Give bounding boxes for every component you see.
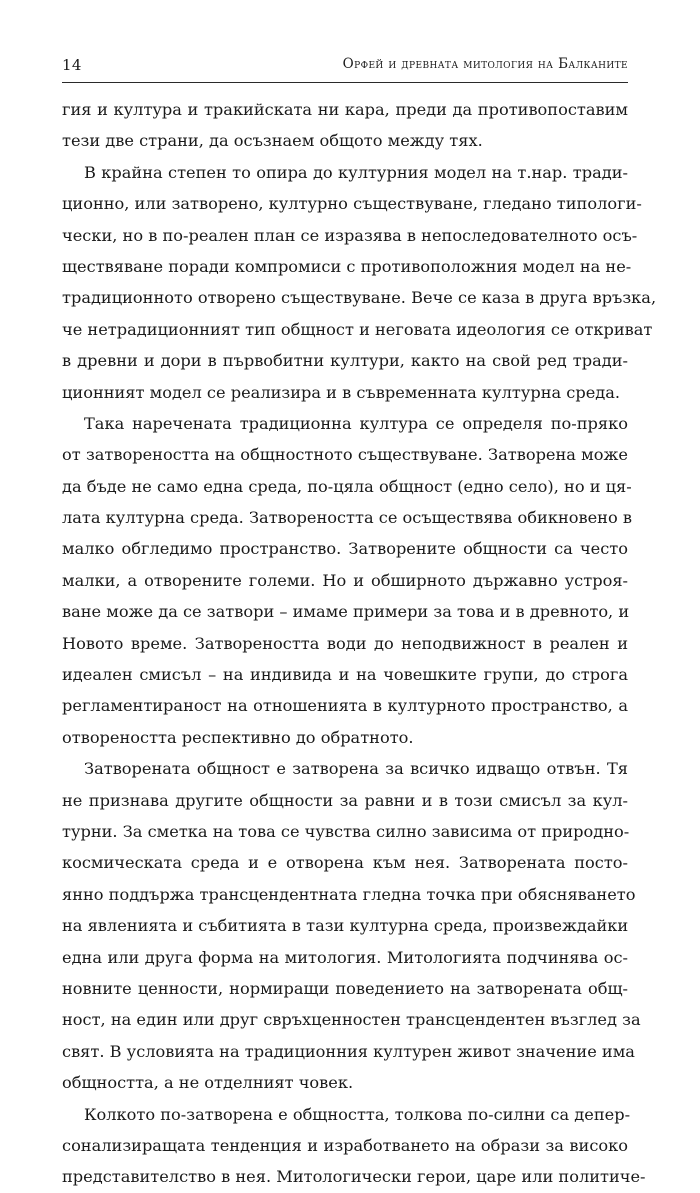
text-line: ционният модел се реализира и в съвременната културна среда. — [62, 382, 621, 402]
body-text — [62, 94, 657, 1193]
text-line: една или друга форма на митология. Митологията подчинява ос- — [62, 947, 628, 967]
text-line: че нетрадиционният тип общност и неговата идеология се откриват — [62, 319, 653, 339]
text-line: малки, а отворените големи. Но и обширното държавно устроя- — [62, 570, 628, 590]
text-line: ционно, или затворено, културно съществуване, гледано типологи- — [62, 194, 642, 214]
text-line: космическата среда и е отворена към нея. Затворената посто- — [62, 853, 628, 873]
text-line: свят. В условията на традиционния културен живот значение има — [62, 1041, 635, 1061]
text-line: отвореността респективно до обратното. — [62, 727, 414, 747]
paragraph — [62, 1099, 646, 1193]
text-line: Новото време. Затвореността води до неподвижност в реален и — [62, 633, 628, 653]
text-line: малко обгледимо пространство. Затворените общности са често — [62, 539, 628, 559]
paragraph — [62, 157, 657, 408]
text-line: от затвореността на общностното съществуване. Затворена може — [62, 445, 628, 465]
running-header — [62, 54, 628, 83]
text-line: ност, на един или друг свръхценностен трансцендентен възглед за — [62, 1010, 641, 1030]
text-line: Колкото по-затворена е общността, толкова по-силни са депер- — [84, 1104, 631, 1124]
text-line: ване може да се затвори – имаме примери за това и в древното, и — [62, 602, 630, 622]
text-line: сонализиращата тенденция и изработването на образи за високо — [62, 1135, 628, 1155]
text-line: Затворената общност е затворена за всичко идващо отвън. Тя — [84, 759, 628, 779]
text-line: традиционното отворено съществуване. Вече се каза в друга връзка, — [62, 288, 657, 308]
text-line: идеален смисъл – на индивида и на човешките групи, до строга — [62, 665, 628, 685]
text-line: турни. За сметка на това се чувства силно зависима от природно- — [62, 821, 630, 841]
text-line: регламентираност на отношенията в културното пространство, а — [62, 696, 628, 716]
text-line: лата културна среда. Затвореността се осъществява обикновено в — [62, 508, 632, 528]
text-line: да бъде не само една среда, по-цяла общност (едно село), но и ця- — [62, 476, 632, 496]
paragraph — [62, 408, 632, 753]
paragraph — [62, 753, 641, 1098]
text-line: ществяване поради компромиси с противоположния модел на не- — [62, 256, 632, 276]
text-line: тези две страни, да осъзнаем общото между тях. — [62, 131, 483, 151]
text-line: чески, но в по-реален план се изразява в непоследователното осъ- — [62, 225, 638, 245]
text-line: гия и култура и тракийската ни кара, преди да противопоставим — [62, 100, 628, 119]
text-line: янно поддържа трансцендентната гледна точка при обясняването — [62, 884, 636, 904]
running-title: Орфей и древната митология на Балканите — [342, 56, 628, 72]
paragraph — [62, 94, 628, 157]
text-line: Така наречената традиционна култура се определя по-пряко — [84, 413, 628, 433]
text-line: новните ценности, нормиращи поведението на затворената общ- — [62, 978, 628, 998]
text-line: общността, а не отделният човек. — [62, 1073, 354, 1093]
text-line: представителство в нея. Митологически герои, царе или политиче- — [62, 1167, 646, 1187]
text-line: в древни и дори в първобитни култури, както на свой ред тради- — [62, 351, 628, 371]
text-line: на явленията и събитията в тази културна среда, произвеждайки — [62, 916, 629, 936]
text-line: не признава другите общности за равни и в този смисъл за кул- — [62, 790, 628, 810]
page-number: 14 — [62, 56, 82, 74]
text-line: В крайна степен то опира до културния модел на т.нар. тради- — [84, 162, 628, 182]
